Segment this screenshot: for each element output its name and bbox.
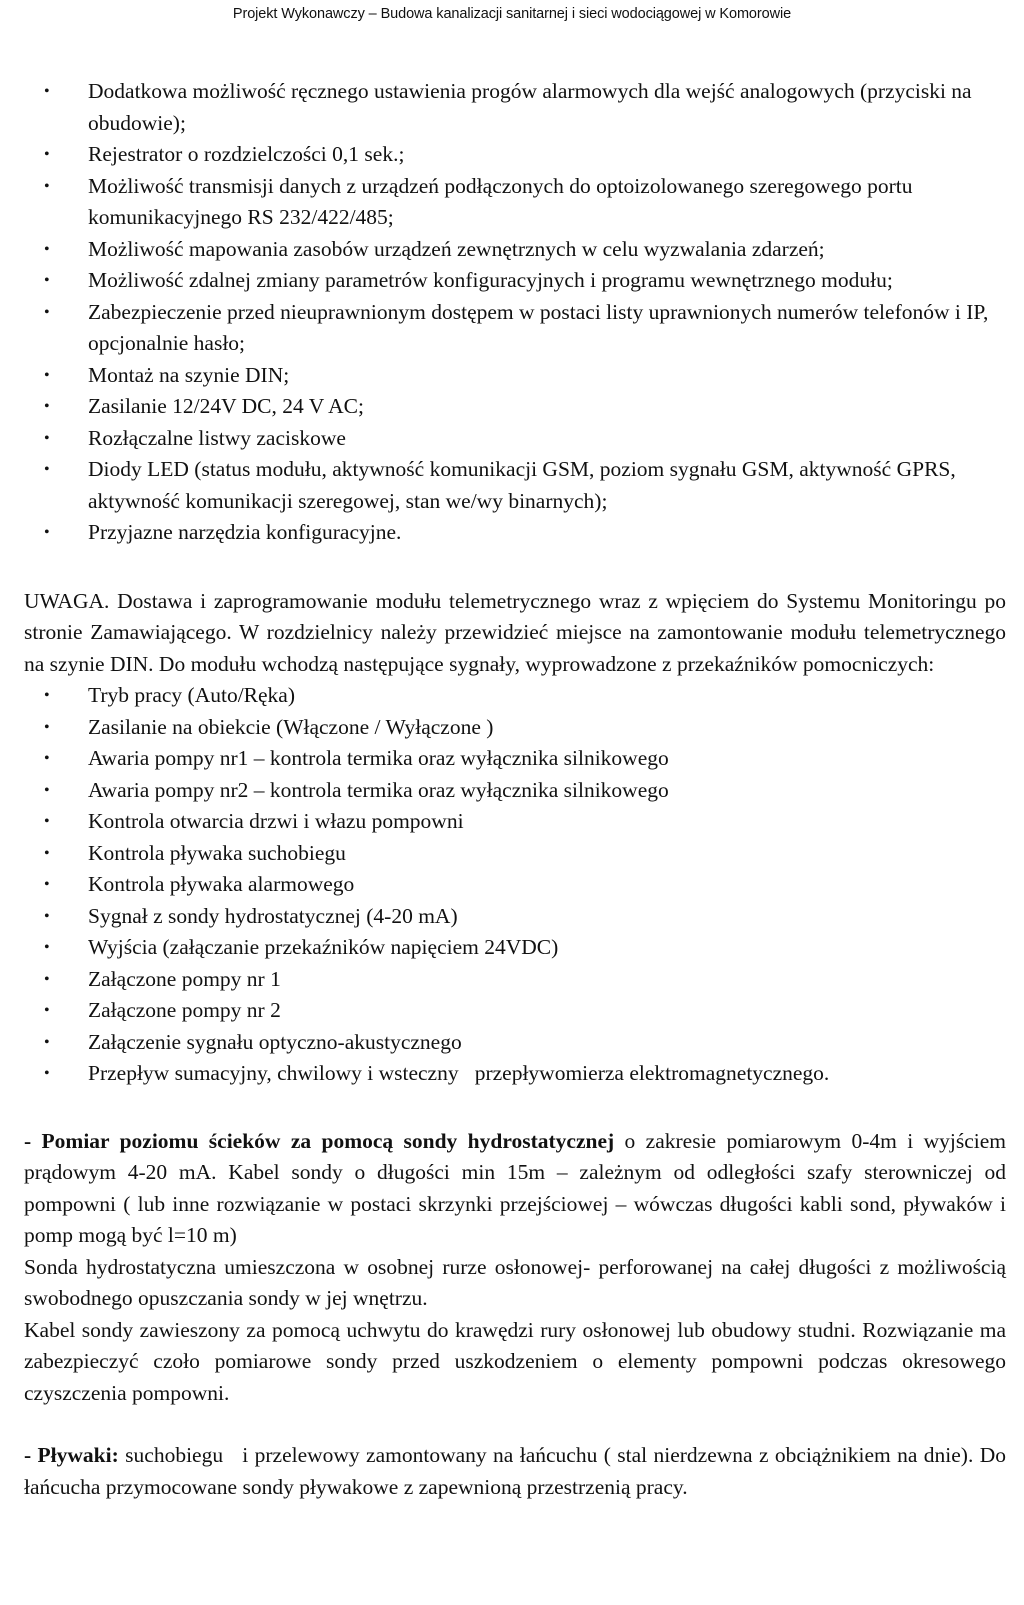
list-item: • Przyjazne narzędzia konfiguracyjne.: [24, 517, 1006, 549]
bullet-icon: •: [44, 240, 50, 258]
list-item: • Załączenie sygnału optyczno-akustycznego: [24, 1027, 1006, 1059]
floats-paragraph: [24, 1440, 1012, 1503]
bullet-icon: •: [44, 939, 50, 956]
bullet-icon: •: [44, 177, 50, 195]
probe-cable-paragraph: Kabel sondy zawieszony za pomocą uchwytu do krawędzi rury osłonowej lub obudowy studni. Rozwiązanie ma zabezpieczyć czoło pomiarowe sondy przed uszkodzeniem o elementy pompowni podczas okresowego czyszczenia pompowni.: [24, 1317, 1006, 1405]
list-item: • Rozłączalne listwy zaciskowe: [24, 423, 1006, 455]
list-item: • Awaria pompy nr1 – kontrola termika oraz wyłącznika silnikowego: [24, 743, 1006, 775]
floats-heading: - Pływaki:: [24, 1443, 119, 1467]
running-header: Projekt Wykonawczy – Budowa kanalizacji sanitarnej i sieci wodociągowej w Komorowie: [232, 6, 792, 22]
bullet-icon: •: [44, 303, 50, 321]
list-item: • Zasilanie 12/24V DC, 24 V AC;: [24, 391, 1006, 423]
bullet-icon: •: [44, 1065, 50, 1082]
bullet-icon: •: [44, 146, 50, 163]
list-item: • Rejestrator o rozdzielczości 0,1 sek.;: [24, 139, 1006, 171]
bullet-icon: •: [44, 718, 50, 736]
list-item: • Zabezpieczenie przed nieuprawnionym dostępem w postaci listy uprawnionych numerów telefonów i IP, opcjonalnie hasło;: [24, 297, 1006, 360]
bullet-icon: •: [44, 750, 50, 767]
bullet-icon: •: [44, 429, 50, 447]
bullet-icon: •: [44, 398, 50, 415]
list-item: • Możliwość mapowania zasobów urządzeń zewnętrznych w celu wyzwalania zdarzeń;: [24, 234, 1006, 266]
list-item: • Załączone pompy nr 2: [24, 995, 1006, 1027]
bullet-icon: •: [44, 781, 50, 799]
list-item: • Montaż na szynie DIN;: [24, 360, 1006, 392]
note-paragraph: UWAGA. Dostawa i zaprogramowanie modułu telemetrycznego wraz z wpięciem do Systemu Monitoringu po stronie Zamawiającego. W rozdzielnicy należy przewidzieć miejsce na zamontowanie modułu telemetrycznego na szynie DIN. Do modułu wchodzą następujące sygnały, wyprowadzone z przekaźników pomocniczych:: [24, 588, 1006, 676]
bullet-icon: •: [44, 970, 50, 988]
list-item: • Kontrola pływaka alarmowego: [24, 869, 1006, 901]
bullet-icon: •: [44, 687, 50, 704]
feature-list: [24, 76, 1006, 549]
bullet-icon: •: [44, 907, 50, 925]
list-item: • Możliwość transmisji danych z urządzeń podłączonych do optoizolowanego szeregowego portu komunikacyjnego RS 232/422/485;: [24, 171, 1006, 234]
list-item: • Kontrola otwarcia drzwi i włazu pompowni: [24, 806, 1006, 838]
bullet-icon: •: [44, 461, 50, 478]
list-item: • Dodatkowa możliwość ręcznego ustawienia progów alarmowych dla wejść analogowych (przyciski na obudowie);: [24, 76, 1006, 139]
bullet-icon: •: [44, 83, 50, 100]
list-item: • Załączone pompy nr 1: [24, 964, 1006, 996]
level-measurement-text: o zakresie pomiarowym 0-4m i wyjściem prądowym 4-20 mA. Kabel sondy o długości min 15m – zależnym od odległości szafy sterowniczej od pompowni ( lub inne rozwiązanie w postaci skrzynki przejściowej – wówczas długości kabli sond, pływaków i pomp mogą być l=10 m): [24, 1128, 1006, 1247]
probe-placement-paragraph: Sonda hydrostatyczna umieszczona w osobnej rurze osłonowej- perforowanej na całej długości z możliwością swobodnego opuszczania sondy w jej wnętrzu.: [24, 1254, 1006, 1310]
bullet-icon: •: [44, 813, 50, 830]
level-measurement-paragraph: [24, 1126, 1006, 1252]
bullet-icon: •: [44, 366, 50, 384]
list-item: • Zasilanie na obiekcie (Włączone / Wyłączone ): [24, 712, 1006, 744]
bullet-icon: •: [44, 876, 50, 893]
list-item: • Sygnał z sondy hydrostatycznej (4-20 mA): [24, 901, 1006, 933]
bullet-icon: •: [44, 844, 50, 862]
bullet-icon: •: [44, 1033, 50, 1051]
floats-text: suchobiegu i przelewowy zamontowany na łańcuchu ( stal nierdzewna z obciążnikiem na dnie). Do łańcucha przymocowane sondy pływakowe z zapewnioną przestrzenią pracy.: [24, 1443, 1012, 1499]
signal-list: [24, 680, 1006, 1090]
bullet-icon: •: [44, 272, 50, 289]
list-item: • Diody LED (status modułu, aktywność komunikacji GSM, poziom sygnału GSM, aktywność GPRS, aktywność komunikacji szeregowej, stan we/wy binarnych);: [24, 454, 1006, 517]
document-body: [24, 76, 1012, 1503]
bullet-icon: •: [44, 524, 50, 541]
list-item: • Kontrola pływaka suchobiegu: [24, 838, 1006, 870]
paragraph-spacer: [24, 1409, 1006, 1440]
level-measurement-heading: - Pomiar poziomu ścieków za pomocą sondy hydrostatycznej: [24, 1128, 615, 1153]
bullet-icon: •: [44, 1002, 50, 1019]
list-item: • Tryb pracy (Auto/Ręka): [24, 680, 1006, 712]
list-item: • Przepływ sumacyjny, chwilowy i wsteczny przepływomierza elektromagnetycznego.: [24, 1058, 1006, 1090]
list-item: • Wyjścia (załączanie przekaźników napięciem 24VDC): [24, 932, 1006, 964]
list-item: • Awaria pompy nr2 – kontrola termika oraz wyłącznika silnikowego: [24, 775, 1006, 807]
list-item: • Możliwość zdalnej zmiany parametrów konfiguracyjnych i programu wewnętrznego modułu;: [24, 265, 1006, 297]
